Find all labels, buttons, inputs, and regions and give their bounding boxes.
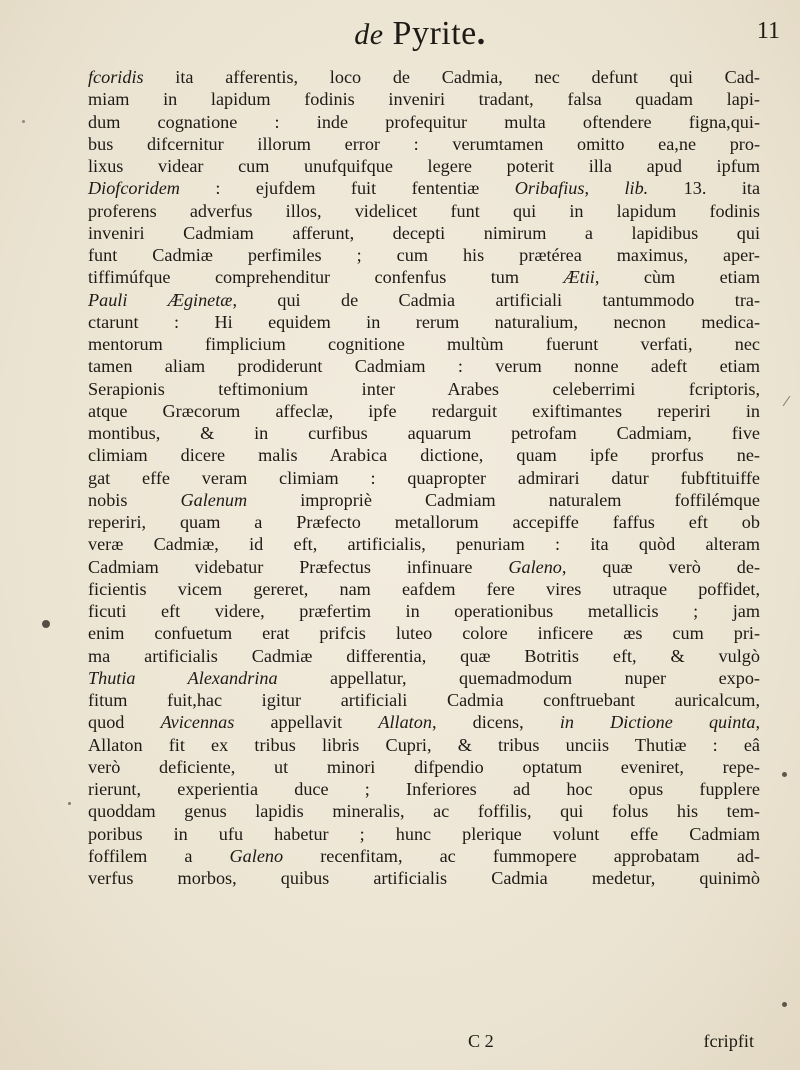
text-line — [88, 177, 760, 199]
running-title-period: . — [476, 15, 486, 52]
text-segment: 13. ita — [648, 178, 761, 199]
ink-spot — [22, 120, 25, 123]
running-title — [60, 8, 780, 61]
text-line — [88, 200, 760, 222]
text-line — [88, 511, 760, 533]
text-line — [88, 400, 760, 422]
text-line — [88, 489, 760, 511]
text-segment: , dicens, — [431, 712, 560, 733]
running-title-main: Pyrite — [392, 15, 477, 52]
text-segment: funt Cadmiæ perfimiles ; cum his prætérea maximus, aper- — [88, 245, 760, 265]
text-line — [88, 111, 760, 133]
text-segment: impropriè Cadmiam naturalem foffilémque — [247, 489, 761, 510]
text-line — [88, 467, 760, 489]
margin-mark — [783, 396, 791, 406]
text-segment: appellavit — [234, 712, 379, 733]
body-text — [88, 66, 760, 889]
text-segment: inveniri Cadmiam afferunt, decepti nimirum a lapidibus qui — [88, 222, 760, 243]
text-segment: nobis — [88, 489, 181, 510]
page-header — [60, 8, 780, 60]
italic-text: lib. — [624, 178, 649, 199]
text-line — [88, 667, 760, 689]
text-segment: lixus videar cum unufquifque legere poterit illa apud ipfum — [88, 156, 760, 176]
text-segment: enim confuetum erat prifcis luteo colore inficere æs cum pri- — [88, 623, 760, 644]
running-title-italic: de — [354, 18, 384, 51]
text-segment: fitum fuit,hac igitur artificiali Cadmia conftruebant auricalcum, — [88, 690, 760, 710]
text-line — [88, 867, 760, 889]
text-line — [88, 778, 760, 800]
text-segment: ita afferentis, loco de Cadmia, nec defunt qui Cad- — [143, 67, 760, 87]
italic-text: Galeno — [508, 556, 562, 577]
italic-text: Thutia Alexandrina — [88, 667, 278, 688]
footer-line — [88, 1029, 760, 1053]
text-segment: bus difcernitur illorum error : verumtamen omitto ea,ne pro- — [88, 133, 760, 154]
text-segment: rierunt, experientia duce ; Inferiores ad hoc opus fupplere — [88, 779, 760, 799]
italic-text: Allaton — [378, 712, 432, 733]
italic-text: Oribafius — [514, 178, 585, 199]
text-segment: reperiri, quam a Præfecto metallorum accepiffe faffus eft ob — [88, 512, 760, 532]
text-line — [88, 845, 760, 867]
text-segment: mentorum fimplicium cognitione multùm fuerunt verfati, nec — [88, 334, 760, 354]
text-line — [88, 355, 760, 377]
text-segment: ficuti eft videre, præfertim in operationibus metallicis ; jam — [88, 601, 760, 621]
text-line — [88, 823, 760, 845]
catchword: fcripfit — [703, 1031, 754, 1051]
page-number: 11 — [756, 18, 780, 44]
italic-text: in Dictione quinta — [559, 712, 756, 733]
text-segment: ficientis vicem gereret, nam eafdem fere vires utraque poffidet, — [88, 578, 760, 599]
text-segment: Cadmiam videbatur Præfectus infinuare — [88, 556, 509, 577]
italic-text: Galenum — [180, 489, 248, 510]
text-segment: , cùm etiam — [594, 267, 760, 288]
italic-text: Avicennas — [160, 712, 235, 733]
text-line — [88, 311, 760, 333]
text-line — [88, 266, 760, 288]
text-segment: Serapionis teftimonium inter Arabes celeberrimi fcriptoris, — [88, 378, 760, 399]
text-line — [88, 711, 760, 733]
text-segment: ctarunt : Hi equidem in rerum naturalium, necnon medica- — [88, 311, 760, 332]
text-line — [88, 422, 760, 444]
text-line — [88, 756, 760, 778]
text-line — [88, 222, 760, 244]
text-line — [88, 244, 760, 266]
italic-text: Diofcoridem — [88, 178, 180, 199]
text-segment: montibus, & in curfibus aquarum petrofam Cadmiam, five — [88, 423, 760, 443]
text-line — [88, 600, 760, 622]
text-line — [88, 800, 760, 822]
italic-text: Pauli Æginetæ — [88, 289, 233, 310]
text-segment: proferens adverfus illos, videlicet funt qui in lapidum fodinis — [88, 200, 760, 221]
ink-spot — [42, 620, 50, 628]
ink-spot — [782, 1002, 787, 1007]
italic-text: Ætii — [563, 267, 595, 288]
text-segment: Allaton fit ex tribus libris Cupri, & tribus unciis Thutiæ : eâ — [88, 734, 760, 755]
italic-text: fcoridis — [88, 67, 144, 87]
text-segment: recenfitam, ac fummopere approbatam ad- — [283, 845, 760, 866]
text-segment: , — [755, 712, 760, 733]
text-segment: poribus in ufu habetur ; hunc plerique volunt effe Cadmiam — [88, 823, 760, 844]
text-line — [88, 689, 760, 711]
text-line — [88, 289, 760, 311]
text-line — [88, 645, 760, 667]
text-line — [88, 444, 760, 466]
text-segment: ma artificialis Cadmiæ differentia, quæ Botritis eft, & vulgò — [88, 645, 760, 666]
text-line — [88, 155, 760, 177]
text-segment: quod — [88, 712, 161, 733]
text-segment: climiam dicere malis Arabica dictione, quam ipfe prorfus ne- — [88, 445, 760, 466]
text-line — [88, 66, 760, 88]
text-segment: miam in lapidum fodinis inveniri tradant, falsa quadam lapi- — [88, 89, 760, 110]
text-line — [88, 578, 760, 600]
text-segment: tiffimúfque comprehenditur confenfus tum — [88, 267, 564, 288]
italic-text: Galeno — [229, 845, 284, 866]
text-segment: quoddam genus lapidis mineralis, ac foffilis, qui folus his tem- — [88, 801, 760, 822]
text-segment: appellatur, quemadmodum nuper expo- — [277, 667, 760, 688]
text-segment: foffilem a — [88, 845, 230, 866]
text-line — [88, 378, 760, 400]
text-segment: , — [584, 178, 625, 199]
ink-spot — [68, 802, 71, 805]
text-line — [88, 133, 760, 155]
ink-spot — [782, 772, 787, 777]
text-line — [88, 622, 760, 644]
text-segment: dum cognatione : inde profequitur multa oftendere figna,qui- — [88, 111, 760, 132]
text-segment: verò deficiente, ut minori difpendio optatum eveniret, repe- — [88, 756, 760, 777]
text-line — [88, 88, 760, 110]
text-line — [88, 333, 760, 355]
signature-mark: C 2 — [468, 1031, 494, 1051]
text-segment: atque Græcorum affeclæ, ipfe redarguit exiftimantes reperiri in — [88, 400, 760, 421]
text-segment: tamen aliam prodiderunt Cadmiam : verum nonne adeft etiam — [88, 356, 760, 377]
text-line — [88, 533, 760, 555]
text-segment: veræ Cadmiæ, id eft, artificialis, penuriam : ita quòd alteram — [88, 534, 760, 555]
text-segment: : ejufdem fuit fententiæ — [179, 178, 515, 199]
text-segment: , quæ verò de- — [561, 556, 760, 577]
text-segment: gat effe veram climiam : quapropter admirari datur fubftituiffe — [88, 467, 760, 488]
text-line — [88, 734, 760, 756]
text-line — [88, 556, 760, 578]
text-segment: verfus morbos, quibus artificialis Cadmia medetur, quinimò — [88, 868, 760, 888]
text-segment: , qui de Cadmia artificiali tantummodo tra- — [232, 289, 761, 310]
